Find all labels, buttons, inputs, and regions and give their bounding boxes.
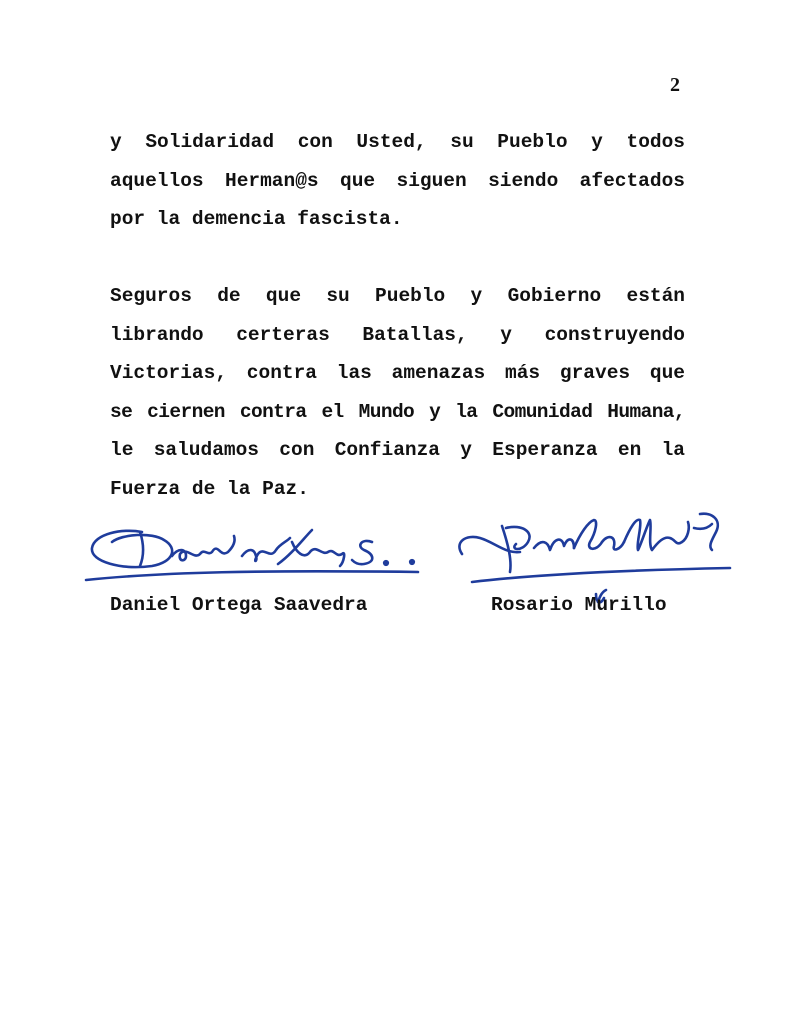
paragraph-line: Fuerza de la Paz. xyxy=(110,477,309,500)
signature-daniel-ortega xyxy=(82,512,427,592)
paragraph-line: Victorias, contra las amenazas más graves que xyxy=(110,362,685,384)
paragraph-line: librando certeras Batallas, y construyendo xyxy=(110,323,685,346)
signer-name-right: Rosario Murillo xyxy=(491,594,667,616)
page-number: 2 xyxy=(670,74,680,96)
paragraph-greeting xyxy=(110,277,685,508)
paragraph-line: aquellos Herman@s que siguen siendo afectados xyxy=(110,169,685,192)
paragraph-line: Seguros de que su Pueblo y Gobierno están xyxy=(110,285,685,307)
signer-name-left: Daniel Ortega Saavedra xyxy=(110,594,368,616)
paragraph-solidarity xyxy=(110,123,685,239)
paragraph-line: le saludamos con Confianza y Esperanza en la xyxy=(110,439,685,461)
paragraph-line: se ciernen contra el Mundo y la Comunidad Humana, xyxy=(110,400,685,423)
paragraph-line: por la demencia fascista. xyxy=(110,208,403,230)
paragraph-line: y Solidaridad con Usted, su Pueblo y todos xyxy=(110,131,685,153)
